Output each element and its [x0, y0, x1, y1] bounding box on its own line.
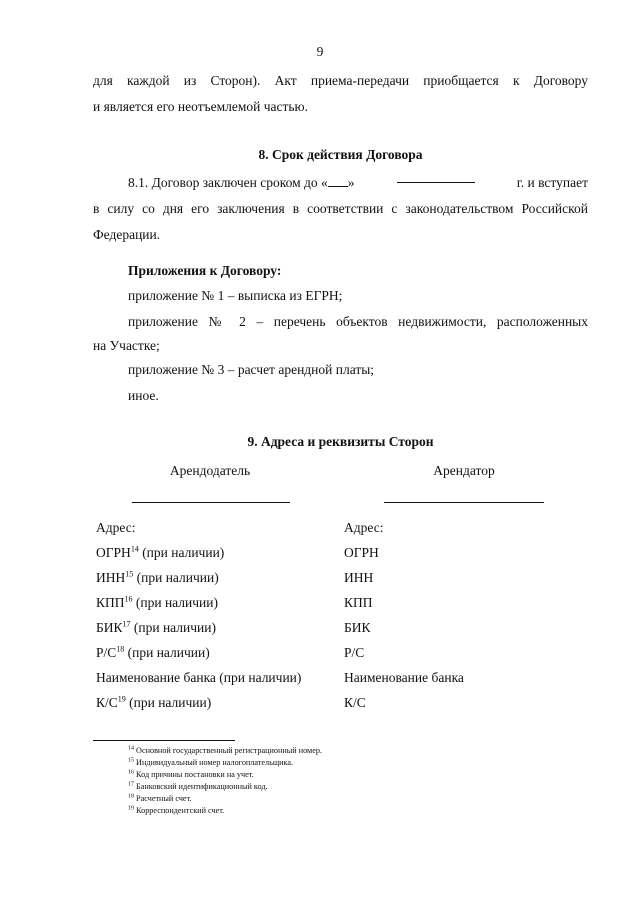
intro-line-2: и является его неотъемлемой частью.: [93, 99, 309, 114]
tenant-bik: БИК: [344, 620, 371, 635]
annex-item-2-line-1: приложение № 2 – перечень объектов недвижимости, расположенных: [128, 314, 588, 329]
landlord-rs: $Р/С^{18}$ (при наличии): [96, 644, 210, 660]
tenant-signature-line: [384, 502, 544, 503]
clause-8-1-start: 8.1. Договор заключен сроком до « »: [128, 175, 355, 190]
footnote-separator: [93, 740, 235, 741]
landlord-signature-line: [132, 502, 290, 503]
tenant-bank-name: Наименование банка: [344, 670, 464, 685]
landlord-label: Арендодатель: [169, 463, 251, 478]
footnote-15: $^{15}$ Индивидуальный номер налогоплательщика.: [128, 757, 294, 767]
tenant-inn: ИНН: [344, 570, 374, 585]
landlord-kpp: КПП$^{16}$ (при наличии): [96, 594, 218, 610]
annex-item-2-line-2: на Участке;: [93, 338, 160, 353]
section-8-heading: 8. Срок действия Договора: [258, 147, 423, 162]
landlord-address: Адрес:: [96, 520, 136, 535]
landlord-bik: БИК$^{17}$ (при наличии): [96, 619, 216, 635]
page-number: 9: [316, 44, 324, 59]
day-blank: [328, 174, 348, 187]
landlord-ks: $К/С^{19}$ (при наличии): [96, 694, 212, 710]
section-8-clause-line-3: Федерации.: [93, 227, 161, 242]
section-9-heading: 9. Адреса и реквизиты Сторон: [247, 434, 434, 449]
footnote-14: $^{14}$ Основной государственный регистрационный номер.: [128, 745, 322, 755]
section-8-clause-line-2: в силу со дня его заключения в соответствии с законодательством Российской: [93, 201, 588, 216]
date-blank: [397, 170, 475, 183]
annex-item-1: приложение № 1 – выписка из ЕГРН;: [128, 288, 343, 303]
footnote-16: $^{16}$ Код причины постановки на учет.: [128, 769, 254, 779]
annex-item-4: иное.: [128, 388, 159, 403]
landlord-bank-name: Наименование банка (при наличии): [96, 670, 302, 685]
tenant-ks: К/С: [344, 695, 366, 710]
tenant-rs: Р/С: [344, 645, 365, 660]
annexes-heading: Приложения к Договору:: [128, 263, 282, 278]
tenant-label: Арендатор: [433, 463, 495, 478]
tenant-kpp: КПП: [344, 595, 373, 610]
tenant-ogrn: ОГРН: [344, 545, 379, 560]
landlord-ogrn: ОГРН$^{14}$ (при наличии): [96, 544, 225, 560]
footnote-19: $^{19}$ Корреспондентский счет.: [128, 805, 225, 815]
clause-8-1-end: г. и вступает: [516, 175, 588, 190]
annex-item-3: приложение № 3 – расчет арендной платы;: [128, 362, 375, 377]
footnote-18: $^{18}$ Расчетный счет.: [128, 793, 192, 803]
footnote-17: $^{17}$ Банковский идентификационный код.: [128, 781, 268, 791]
intro-line-1: для каждой из Сторон). Акт приема-передачи приобщается к Договору: [93, 73, 588, 88]
section-8-clause-line-1: [128, 170, 588, 196]
landlord-inn: ИНН$^{15}$ (при наличии): [96, 569, 219, 585]
tenant-address: Адрес:: [344, 520, 384, 535]
